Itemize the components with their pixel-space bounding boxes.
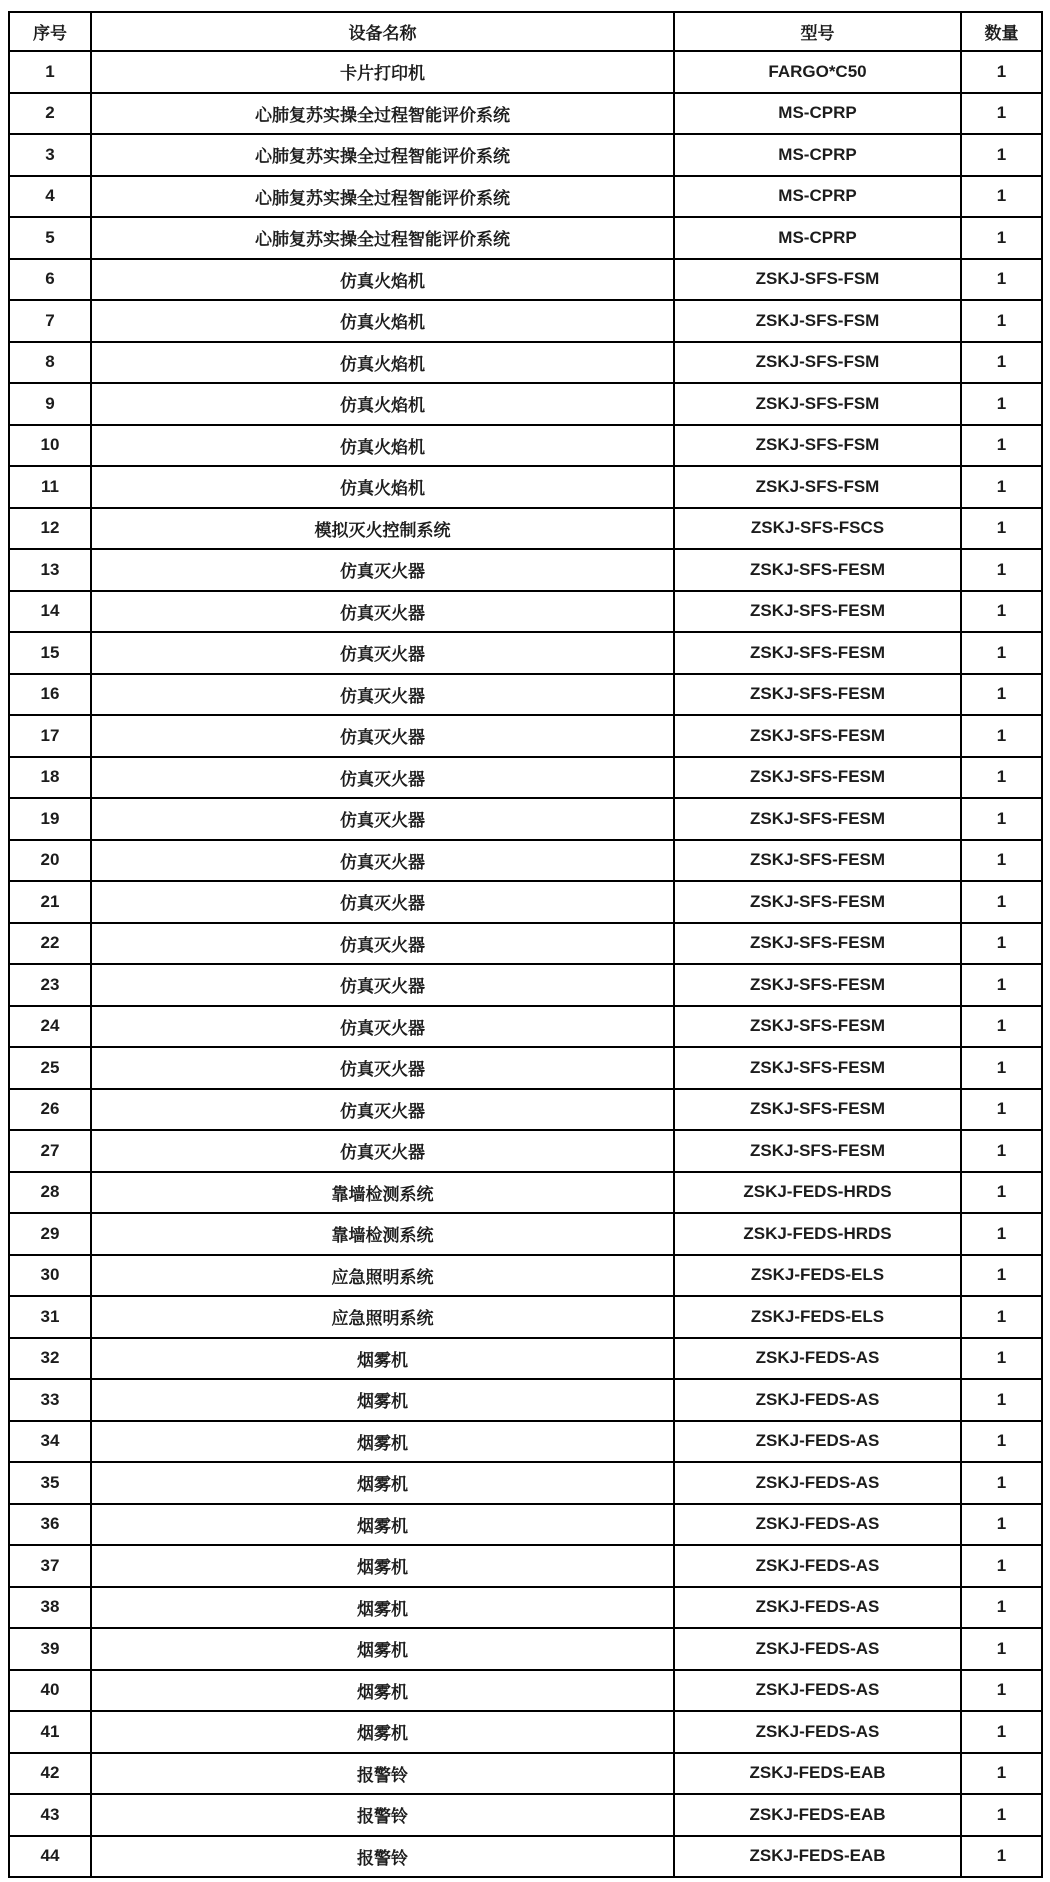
serial-number-cell: 31 bbox=[9, 1296, 91, 1338]
model-cell: ZSKJ-FEDS-AS bbox=[674, 1462, 961, 1504]
equipment-name-cell: 烟雾机 bbox=[91, 1379, 674, 1421]
quantity-cell: 1 bbox=[961, 591, 1042, 633]
equipment-name-cell: 仿真灭火器 bbox=[91, 757, 674, 799]
model-cell: MS-CPRP bbox=[674, 217, 961, 259]
model-cell: ZSKJ-FEDS-AS bbox=[674, 1587, 961, 1629]
table-row bbox=[9, 342, 1042, 384]
equipment-name-cell: 仿真灭火器 bbox=[91, 881, 674, 923]
equipment-name-cell: 烟雾机 bbox=[91, 1670, 674, 1712]
serial-number-cell: 16 bbox=[9, 674, 91, 716]
equipment-name-cell: 报警铃 bbox=[91, 1794, 674, 1836]
equipment-name-cell: 靠墙检测系统 bbox=[91, 1172, 674, 1214]
header-quantity: 数量 bbox=[961, 12, 1042, 51]
header-serial-number: 序号 bbox=[9, 12, 91, 51]
equipment-name-cell: 仿真灭火器 bbox=[91, 964, 674, 1006]
table-row bbox=[9, 1047, 1042, 1089]
serial-number-cell: 32 bbox=[9, 1338, 91, 1380]
serial-number-cell: 37 bbox=[9, 1545, 91, 1587]
equipment-name-cell: 仿真火焰机 bbox=[91, 300, 674, 342]
model-cell: ZSKJ-SFS-FESM bbox=[674, 840, 961, 882]
serial-number-cell: 42 bbox=[9, 1753, 91, 1795]
quantity-cell: 1 bbox=[961, 1338, 1042, 1380]
equipment-name-cell: 烟雾机 bbox=[91, 1587, 674, 1629]
equipment-name-cell: 应急照明系统 bbox=[91, 1296, 674, 1338]
quantity-cell: 1 bbox=[961, 466, 1042, 508]
serial-number-cell: 40 bbox=[9, 1670, 91, 1712]
model-cell: ZSKJ-SFS-FESM bbox=[674, 591, 961, 633]
quantity-cell: 1 bbox=[961, 1089, 1042, 1131]
model-cell: MS-CPRP bbox=[674, 93, 961, 135]
equipment-name-cell: 仿真灭火器 bbox=[91, 715, 674, 757]
serial-number-cell: 34 bbox=[9, 1421, 91, 1463]
equipment-name-cell: 心肺复苏实操全过程智能评价系统 bbox=[91, 176, 674, 218]
quantity-cell: 1 bbox=[961, 300, 1042, 342]
model-cell: ZSKJ-FEDS-HRDS bbox=[674, 1172, 961, 1214]
model-cell: ZSKJ-FEDS-AS bbox=[674, 1338, 961, 1380]
equipment-name-cell: 靠墙检测系统 bbox=[91, 1213, 674, 1255]
quantity-cell: 1 bbox=[961, 1711, 1042, 1753]
serial-number-cell: 11 bbox=[9, 466, 91, 508]
quantity-cell: 1 bbox=[961, 1296, 1042, 1338]
table-row bbox=[9, 591, 1042, 633]
serial-number-cell: 26 bbox=[9, 1089, 91, 1131]
equipment-name-cell: 烟雾机 bbox=[91, 1545, 674, 1587]
quantity-cell: 1 bbox=[961, 1255, 1042, 1297]
table-row bbox=[9, 757, 1042, 799]
serial-number-cell: 1 bbox=[9, 51, 91, 93]
equipment-name-cell: 仿真灭火器 bbox=[91, 1089, 674, 1131]
serial-number-cell: 4 bbox=[9, 176, 91, 218]
model-cell: ZSKJ-FEDS-AS bbox=[674, 1711, 961, 1753]
table-row bbox=[9, 1753, 1042, 1795]
model-cell: ZSKJ-SFS-FESM bbox=[674, 632, 961, 674]
equipment-name-cell: 仿真火焰机 bbox=[91, 425, 674, 467]
quantity-cell: 1 bbox=[961, 93, 1042, 135]
equipment-name-cell: 仿真灭火器 bbox=[91, 798, 674, 840]
serial-number-cell: 14 bbox=[9, 591, 91, 633]
serial-number-cell: 8 bbox=[9, 342, 91, 384]
quantity-cell: 1 bbox=[961, 1504, 1042, 1546]
serial-number-cell: 25 bbox=[9, 1047, 91, 1089]
serial-number-cell: 17 bbox=[9, 715, 91, 757]
equipment-name-cell: 烟雾机 bbox=[91, 1338, 674, 1380]
quantity-cell: 1 bbox=[961, 1836, 1042, 1878]
equipment-name-cell: 仿真火焰机 bbox=[91, 259, 674, 301]
model-cell: ZSKJ-SFS-FSM bbox=[674, 425, 961, 467]
serial-number-cell: 20 bbox=[9, 840, 91, 882]
serial-number-cell: 21 bbox=[9, 881, 91, 923]
model-cell: ZSKJ-FEDS-HRDS bbox=[674, 1213, 961, 1255]
table-row bbox=[9, 1587, 1042, 1629]
serial-number-cell: 43 bbox=[9, 1794, 91, 1836]
quantity-cell: 1 bbox=[961, 798, 1042, 840]
header-row bbox=[9, 12, 1042, 51]
serial-number-cell: 24 bbox=[9, 1006, 91, 1048]
table-row bbox=[9, 923, 1042, 965]
serial-number-cell: 7 bbox=[9, 300, 91, 342]
model-cell: ZSKJ-FEDS-EAB bbox=[674, 1836, 961, 1878]
quantity-cell: 1 bbox=[961, 1670, 1042, 1712]
model-cell: MS-CPRP bbox=[674, 176, 961, 218]
model-cell: ZSKJ-FEDS-AS bbox=[674, 1628, 961, 1670]
model-cell: ZSKJ-SFS-FESM bbox=[674, 798, 961, 840]
serial-number-cell: 30 bbox=[9, 1255, 91, 1297]
equipment-name-cell: 仿真灭火器 bbox=[91, 674, 674, 716]
serial-number-cell: 23 bbox=[9, 964, 91, 1006]
quantity-cell: 1 bbox=[961, 757, 1042, 799]
equipment-name-cell: 仿真灭火器 bbox=[91, 923, 674, 965]
model-cell: ZSKJ-FEDS-EAB bbox=[674, 1794, 961, 1836]
quantity-cell: 1 bbox=[961, 1628, 1042, 1670]
serial-number-cell: 29 bbox=[9, 1213, 91, 1255]
table-row bbox=[9, 1628, 1042, 1670]
equipment-name-cell: 仿真灭火器 bbox=[91, 1006, 674, 1048]
equipment-name-cell: 心肺复苏实操全过程智能评价系统 bbox=[91, 217, 674, 259]
equipment-name-cell: 烟雾机 bbox=[91, 1628, 674, 1670]
quantity-cell: 1 bbox=[961, 923, 1042, 965]
equipment-name-cell: 仿真灭火器 bbox=[91, 632, 674, 674]
serial-number-cell: 28 bbox=[9, 1172, 91, 1214]
model-cell: ZSKJ-SFS-FESM bbox=[674, 881, 961, 923]
table-row bbox=[9, 93, 1042, 135]
model-cell: ZSKJ-FEDS-AS bbox=[674, 1504, 961, 1546]
serial-number-cell: 36 bbox=[9, 1504, 91, 1546]
quantity-cell: 1 bbox=[961, 549, 1042, 591]
table-row bbox=[9, 1421, 1042, 1463]
model-cell: ZSKJ-SFS-FESM bbox=[674, 674, 961, 716]
table-row bbox=[9, 383, 1042, 425]
equipment-name-cell: 烟雾机 bbox=[91, 1462, 674, 1504]
table-row bbox=[9, 134, 1042, 176]
serial-number-cell: 6 bbox=[9, 259, 91, 301]
table-row bbox=[9, 549, 1042, 591]
header-equipment-name: 设备名称 bbox=[91, 12, 674, 51]
table-row bbox=[9, 1545, 1042, 1587]
equipment-name-cell: 烟雾机 bbox=[91, 1421, 674, 1463]
quantity-cell: 1 bbox=[961, 176, 1042, 218]
equipment-name-cell: 模拟灭火控制系统 bbox=[91, 508, 674, 550]
quantity-cell: 1 bbox=[961, 134, 1042, 176]
equipment-name-cell: 仿真灭火器 bbox=[91, 840, 674, 882]
model-cell: ZSKJ-FEDS-AS bbox=[674, 1421, 961, 1463]
model-cell: ZSKJ-FEDS-EAB bbox=[674, 1753, 961, 1795]
quantity-cell: 1 bbox=[961, 674, 1042, 716]
serial-number-cell: 2 bbox=[9, 93, 91, 135]
model-cell: MS-CPRP bbox=[674, 134, 961, 176]
equipment-name-cell: 仿真灭火器 bbox=[91, 549, 674, 591]
equipment-name-cell: 心肺复苏实操全过程智能评价系统 bbox=[91, 134, 674, 176]
table-row bbox=[9, 1130, 1042, 1172]
model-cell: ZSKJ-SFS-FESM bbox=[674, 1089, 961, 1131]
serial-number-cell: 38 bbox=[9, 1587, 91, 1629]
quantity-cell: 1 bbox=[961, 881, 1042, 923]
serial-number-cell: 44 bbox=[9, 1836, 91, 1878]
table-row bbox=[9, 1296, 1042, 1338]
serial-number-cell: 22 bbox=[9, 923, 91, 965]
serial-number-cell: 13 bbox=[9, 549, 91, 591]
quantity-cell: 1 bbox=[961, 342, 1042, 384]
model-cell: ZSKJ-FEDS-AS bbox=[674, 1545, 961, 1587]
equipment-name-cell: 心肺复苏实操全过程智能评价系统 bbox=[91, 93, 674, 135]
serial-number-cell: 39 bbox=[9, 1628, 91, 1670]
model-cell: ZSKJ-SFS-FESM bbox=[674, 549, 961, 591]
equipment-name-cell: 仿真火焰机 bbox=[91, 466, 674, 508]
equipment-name-cell: 烟雾机 bbox=[91, 1504, 674, 1546]
table-row bbox=[9, 176, 1042, 218]
quantity-cell: 1 bbox=[961, 632, 1042, 674]
table-row bbox=[9, 1794, 1042, 1836]
equipment-name-cell: 仿真火焰机 bbox=[91, 342, 674, 384]
quantity-cell: 1 bbox=[961, 217, 1042, 259]
serial-number-cell: 33 bbox=[9, 1379, 91, 1421]
model-cell: ZSKJ-SFS-FESM bbox=[674, 1047, 961, 1089]
quantity-cell: 1 bbox=[961, 1213, 1042, 1255]
model-cell: ZSKJ-SFS-FESM bbox=[674, 1130, 961, 1172]
equipment-name-cell: 仿真灭火器 bbox=[91, 1130, 674, 1172]
equipment-name-cell: 卡片打印机 bbox=[91, 51, 674, 93]
table-row bbox=[9, 715, 1042, 757]
serial-number-cell: 9 bbox=[9, 383, 91, 425]
table-row bbox=[9, 51, 1042, 93]
equipment-name-cell: 仿真灭火器 bbox=[91, 591, 674, 633]
table-row bbox=[9, 798, 1042, 840]
equipment-name-cell: 仿真火焰机 bbox=[91, 383, 674, 425]
quantity-cell: 1 bbox=[961, 1006, 1042, 1048]
equipment-name-cell: 报警铃 bbox=[91, 1836, 674, 1878]
table-row bbox=[9, 840, 1042, 882]
table-row bbox=[9, 632, 1042, 674]
table-row bbox=[9, 1089, 1042, 1131]
model-cell: ZSKJ-SFS-FSCS bbox=[674, 508, 961, 550]
model-cell: ZSKJ-SFS-FSM bbox=[674, 342, 961, 384]
quantity-cell: 1 bbox=[961, 1130, 1042, 1172]
table-row bbox=[9, 1711, 1042, 1753]
equipment-name-cell: 报警铃 bbox=[91, 1753, 674, 1795]
table-row bbox=[9, 674, 1042, 716]
table-body bbox=[9, 51, 1042, 1877]
table-row bbox=[9, 1255, 1042, 1297]
quantity-cell: 1 bbox=[961, 840, 1042, 882]
serial-number-cell: 41 bbox=[9, 1711, 91, 1753]
table-row bbox=[9, 881, 1042, 923]
model-cell: ZSKJ-SFS-FSM bbox=[674, 466, 961, 508]
model-cell: ZSKJ-SFS-FESM bbox=[674, 964, 961, 1006]
quantity-cell: 1 bbox=[961, 1753, 1042, 1795]
quantity-cell: 1 bbox=[961, 425, 1042, 467]
equipment-name-cell: 仿真灭火器 bbox=[91, 1047, 674, 1089]
model-cell: ZSKJ-SFS-FSM bbox=[674, 259, 961, 301]
equipment-table bbox=[8, 11, 1043, 1878]
table-row bbox=[9, 1338, 1042, 1380]
table-row bbox=[9, 1213, 1042, 1255]
model-cell: ZSKJ-SFS-FESM bbox=[674, 715, 961, 757]
quantity-cell: 1 bbox=[961, 1379, 1042, 1421]
serial-number-cell: 3 bbox=[9, 134, 91, 176]
table-row bbox=[9, 1006, 1042, 1048]
table-row bbox=[9, 508, 1042, 550]
serial-number-cell: 19 bbox=[9, 798, 91, 840]
table-row bbox=[9, 1670, 1042, 1712]
model-cell: ZSKJ-SFS-FSM bbox=[674, 383, 961, 425]
model-cell: ZSKJ-FEDS-ELS bbox=[674, 1296, 961, 1338]
table-header bbox=[9, 12, 1042, 51]
quantity-cell: 1 bbox=[961, 383, 1042, 425]
table-row bbox=[9, 466, 1042, 508]
model-cell: ZSKJ-FEDS-AS bbox=[674, 1670, 961, 1712]
table-row bbox=[9, 1379, 1042, 1421]
quantity-cell: 1 bbox=[961, 715, 1042, 757]
serial-number-cell: 15 bbox=[9, 632, 91, 674]
model-cell: ZSKJ-SFS-FESM bbox=[674, 923, 961, 965]
equipment-name-cell: 烟雾机 bbox=[91, 1711, 674, 1753]
table-row bbox=[9, 964, 1042, 1006]
quantity-cell: 1 bbox=[961, 1794, 1042, 1836]
quantity-cell: 1 bbox=[961, 259, 1042, 301]
serial-number-cell: 10 bbox=[9, 425, 91, 467]
table-row bbox=[9, 1462, 1042, 1504]
serial-number-cell: 12 bbox=[9, 508, 91, 550]
table-row bbox=[9, 1504, 1042, 1546]
quantity-cell: 1 bbox=[961, 1047, 1042, 1089]
model-cell: FARGO*C50 bbox=[674, 51, 961, 93]
quantity-cell: 1 bbox=[961, 964, 1042, 1006]
table-row bbox=[9, 259, 1042, 301]
serial-number-cell: 18 bbox=[9, 757, 91, 799]
model-cell: ZSKJ-SFS-FESM bbox=[674, 757, 961, 799]
model-cell: ZSKJ-SFS-FESM bbox=[674, 1006, 961, 1048]
quantity-cell: 1 bbox=[961, 1421, 1042, 1463]
quantity-cell: 1 bbox=[961, 508, 1042, 550]
equipment-name-cell: 应急照明系统 bbox=[91, 1255, 674, 1297]
model-cell: ZSKJ-FEDS-AS bbox=[674, 1379, 961, 1421]
quantity-cell: 1 bbox=[961, 51, 1042, 93]
serial-number-cell: 27 bbox=[9, 1130, 91, 1172]
serial-number-cell: 35 bbox=[9, 1462, 91, 1504]
serial-number-cell: 5 bbox=[9, 217, 91, 259]
quantity-cell: 1 bbox=[961, 1462, 1042, 1504]
table-row bbox=[9, 217, 1042, 259]
table-row bbox=[9, 425, 1042, 467]
model-cell: ZSKJ-FEDS-ELS bbox=[674, 1255, 961, 1297]
quantity-cell: 1 bbox=[961, 1587, 1042, 1629]
quantity-cell: 1 bbox=[961, 1172, 1042, 1214]
table-row bbox=[9, 1172, 1042, 1214]
header-model: 型号 bbox=[674, 12, 961, 51]
quantity-cell: 1 bbox=[961, 1545, 1042, 1587]
table-row bbox=[9, 300, 1042, 342]
model-cell: ZSKJ-SFS-FSM bbox=[674, 300, 961, 342]
